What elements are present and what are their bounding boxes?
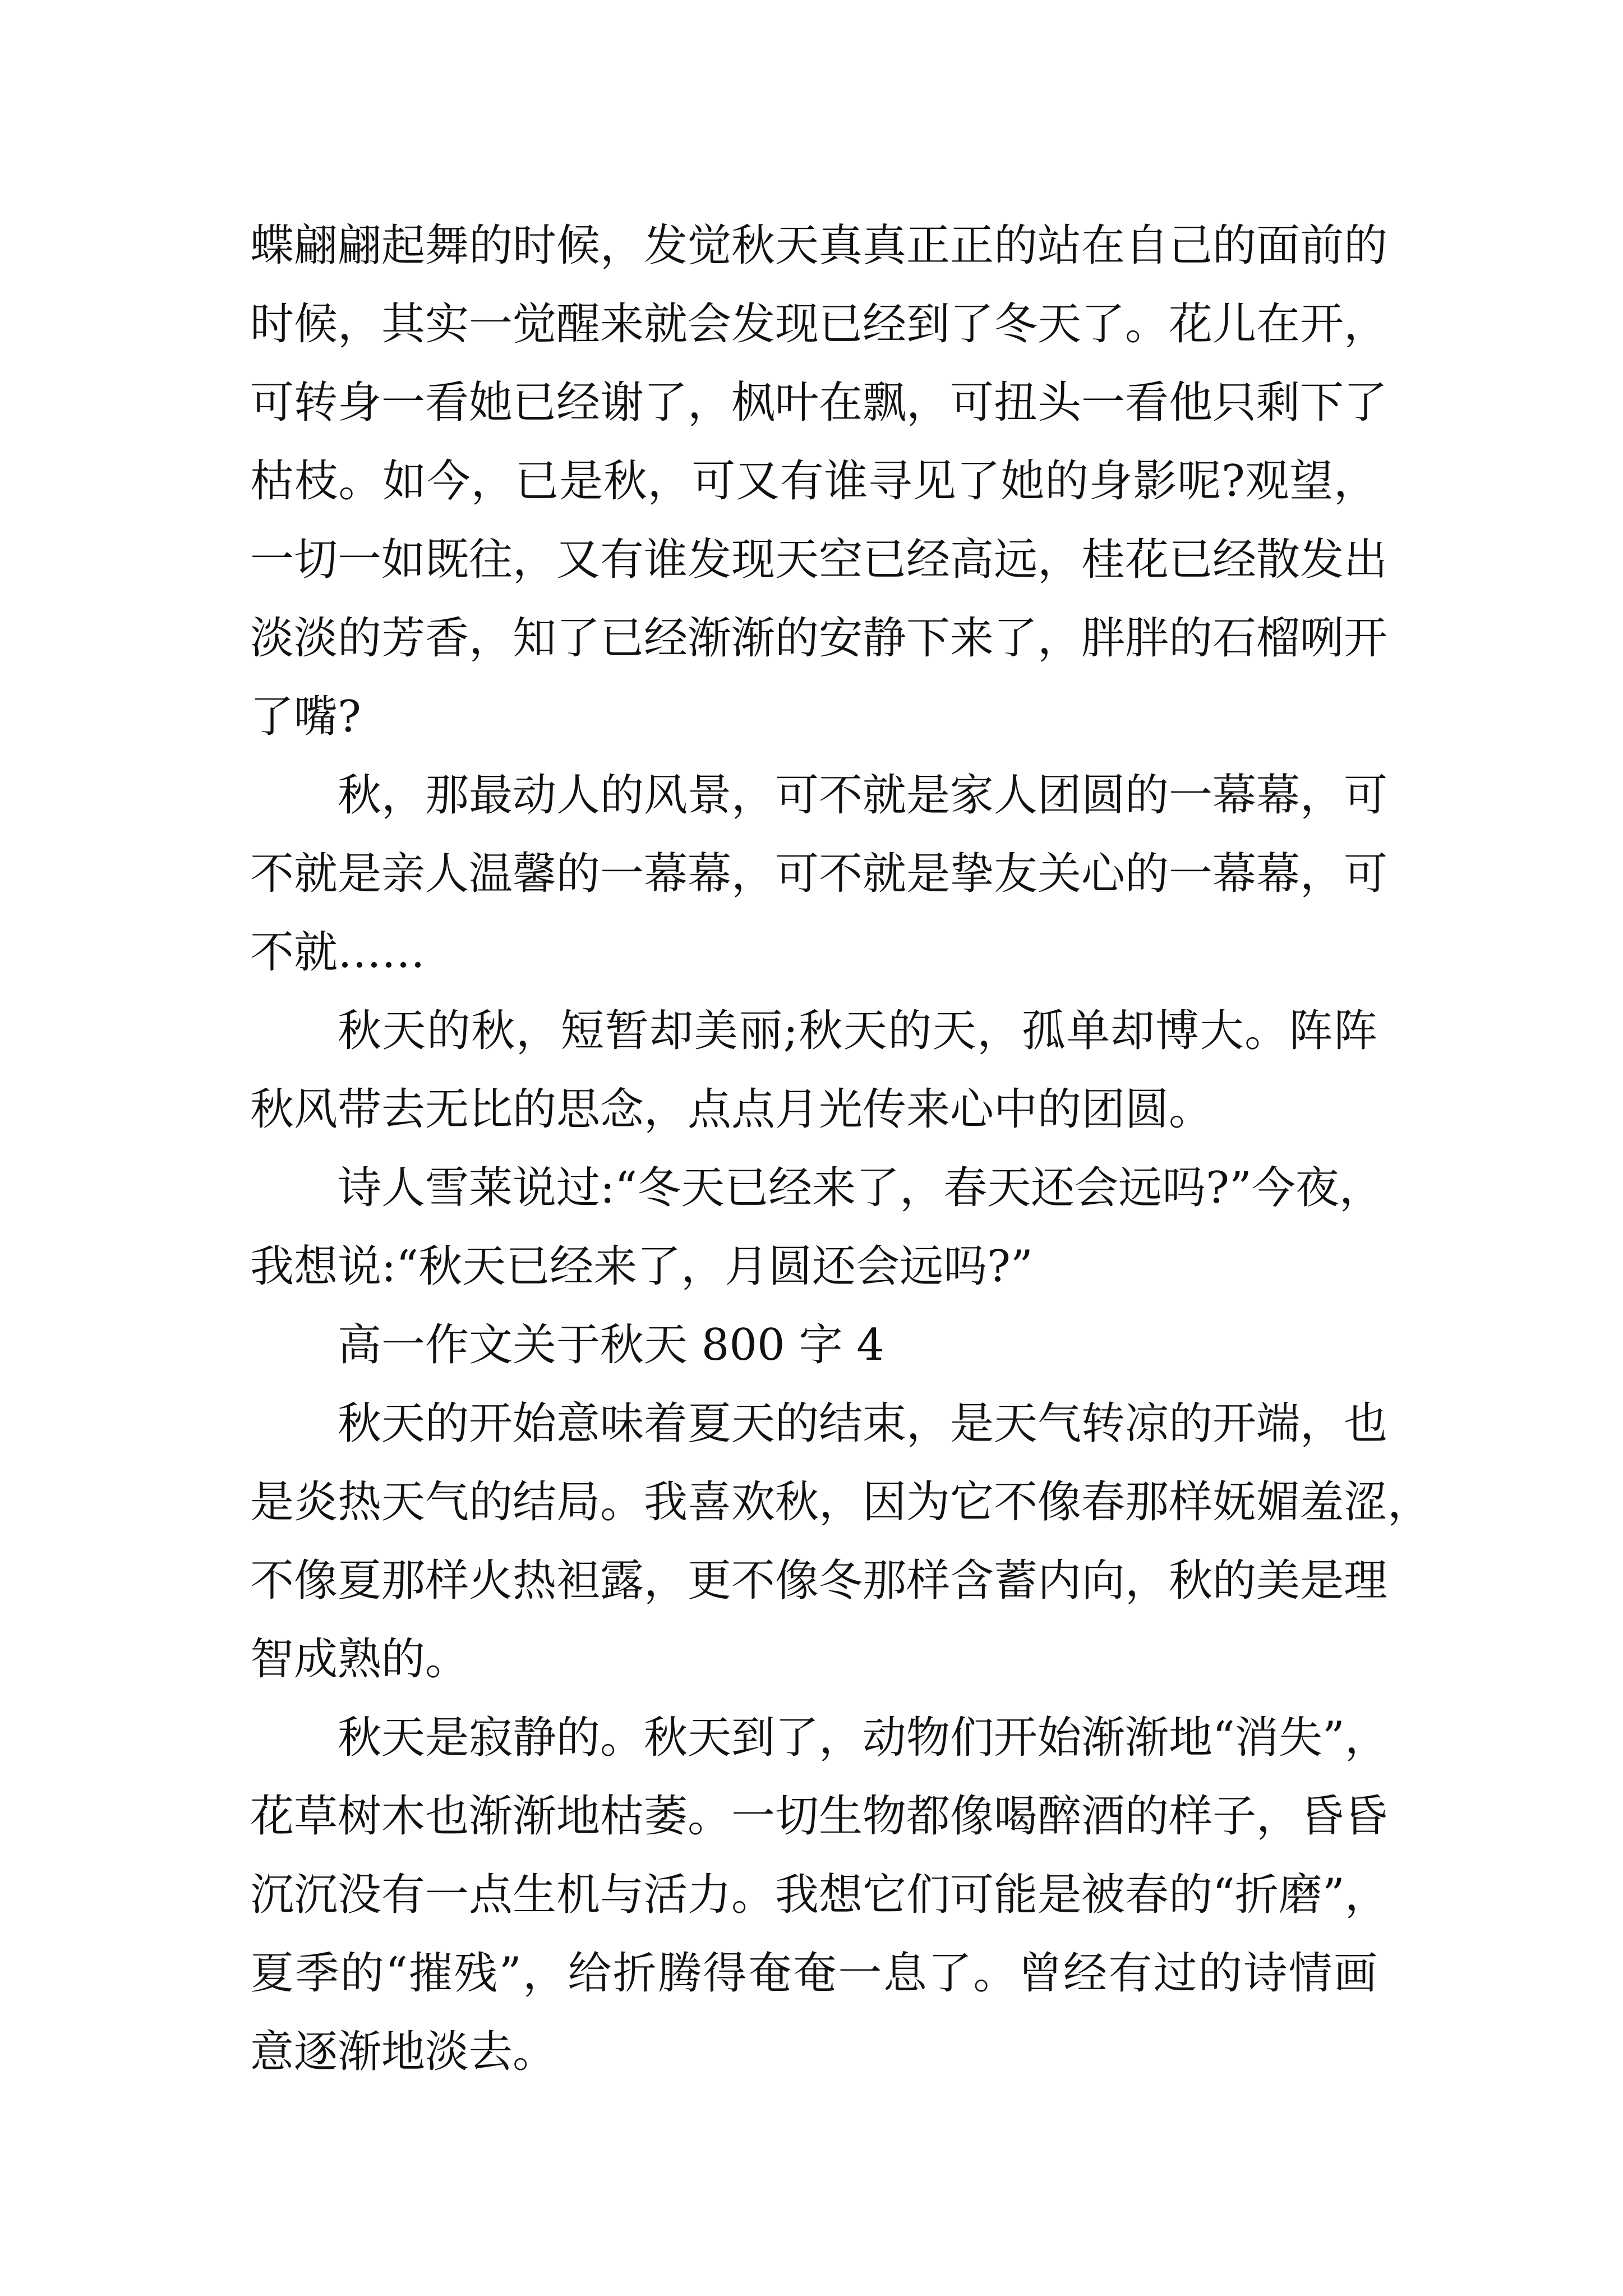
- paragraph: [250, 756, 1388, 992]
- paragraph: [250, 1149, 1383, 1306]
- text-line: 淡淡的芳香，知了已经渐渐的安静下来了，胖胖的石榴咧开: [250, 613, 1388, 664]
- section-heading: [250, 1306, 1377, 1384]
- text-line: 秋天是寂静的。秋天到了，动物们开始渐渐地“消失”，: [338, 1713, 1389, 1763]
- text-line: 夏季的“摧残”，给折腾得奄奄一息了。曾经有过的诗情画: [250, 1948, 1377, 1999]
- text-line: 秋天的秋，短暂却美丽;秋天的天，孤单却博大。阵阵: [338, 1006, 1377, 1056]
- paragraph: [250, 206, 1388, 756]
- text-line: 诗人雪莱说过:“冬天已经来了，春天还会远吗?”今夜，: [338, 1163, 1383, 1213]
- text-line: 秋天的开始意味着夏天的结束，是天气转凉的开端，也: [338, 1398, 1388, 1449]
- text-line: 了嘴?: [250, 692, 361, 742]
- text-line: 意逐渐地淡去。: [250, 2027, 557, 2077]
- paragraph: [250, 1699, 1389, 2091]
- paragraph: [250, 1384, 1432, 1699]
- text-line: 花草树木也渐渐地枯萎。一切生物都像喝醉酒的样子，昏昏: [250, 1791, 1388, 1842]
- text-line: 是炎热天气的结局。我喜欢秋，因为它不像春那样妩媚羞涩，: [250, 1477, 1432, 1527]
- text-line: 枯枝。如今，已是秋，可又有谁寻见了她的身影呢?观望，: [250, 456, 1377, 507]
- heading-line: 高一作文关于秋天 800 字 4: [338, 1320, 884, 1370]
- text-line: 不就是亲人温馨的一幕幕，可不就是挚友关心的一幕幕，可: [250, 849, 1388, 899]
- text-line: 秋，那最动人的风景，可不就是家人团圆的一幕幕，可: [338, 770, 1388, 821]
- text-line: 一切一如既往，又有谁发现天空已经高远，桂花已经散发出: [250, 535, 1388, 585]
- text-line: 不像夏那样火热袒露，更不像冬那样含蓄内向，秋的美是理: [250, 1556, 1388, 1606]
- text-line: 秋风带去无比的思念，点点月光传来心中的团圆。: [250, 1084, 1213, 1135]
- text-line: 蝶翩翩起舞的时候，发觉秋天真真正正的站在自己的面前的: [250, 220, 1388, 271]
- text-line: 不就……: [250, 927, 426, 978]
- text-line: 可转身一看她已经谢了，枫叶在飘，可扭头一看他只剩下了: [250, 378, 1388, 428]
- text-line: 我想说:“秋天已经来了，月圆还会远吗?”: [250, 1241, 1033, 1292]
- text-line: 时候，其实一觉醒来就会发现已经到了冬天了。花儿在开，: [250, 299, 1388, 349]
- document-body: [250, 206, 1432, 2091]
- text-line: 沉沉没有一点生机与活力。我想它们可能是被春的“折磨”，: [250, 1870, 1389, 1920]
- text-line: 智成熟的。: [250, 1634, 469, 1685]
- paragraph: [250, 992, 1377, 1149]
